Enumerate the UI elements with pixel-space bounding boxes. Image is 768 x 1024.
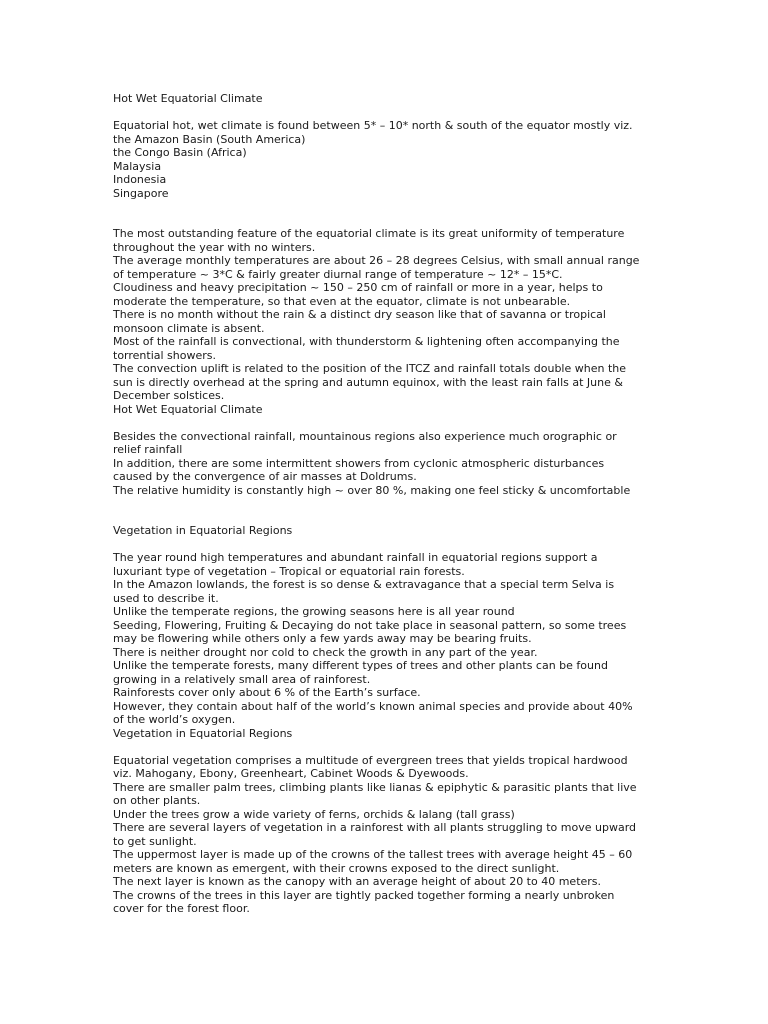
text-line: Seeding, Flowering, Fruiting & Decaying do not take place in seasonal pattern, so some trees <box>113 618 627 632</box>
text-line: monsoon climate is absent. <box>113 321 265 335</box>
text-line: There are several layers of vegetation in a rainforest with all plants struggling to move upward <box>113 821 636 834</box>
document-page <box>113 92 658 916</box>
text-line: December solstices. <box>113 389 225 402</box>
blank-line <box>113 740 658 754</box>
text-line: The uppermost layer is made up of the crowns of the tallest trees with average height 45 – 60 <box>113 848 633 861</box>
text-line: sun is directly overhead at the spring and autumn equinox, with the least rain falls at June & <box>113 375 623 389</box>
text-line: relief rainfall <box>113 443 183 456</box>
text-line: The crowns of the trees in this layer are tightly packed together forming a nearly unbroken <box>113 888 615 902</box>
text-line: on other plants. <box>113 794 201 807</box>
text-line: Most of the rainfall is convectional, with thunderstorm & lightening often accompanying the <box>113 335 620 348</box>
text-line: The most outstanding feature of the equatorial climate is its great uniformity of temperature <box>113 227 625 240</box>
text-line: In the Amazon lowlands, the forest is so dense & extravagance that a special term Selva is <box>113 578 615 591</box>
blank-line <box>113 200 658 214</box>
blank-line <box>113 497 658 511</box>
text-line: In addition, there are some intermittent showers from cyclonic atmospheric disturbances <box>113 456 605 470</box>
text-line: growing in a relatively small area of rainforest. <box>113 672 371 686</box>
text-line: The average monthly temperatures are about 26 – 28 degrees Celsius, with small annual range <box>113 254 640 267</box>
text-line: moderate the temperature, so that even at the equator, climate is not unbearable. <box>113 294 571 308</box>
text-line: Hot Wet Equatorial Climate <box>113 402 263 416</box>
text-line: Under the trees grow a wide variety of ferns, orchids & lalang (tall grass) <box>113 807 515 821</box>
text-line: of the world’s oxygen. <box>113 713 236 726</box>
blank-line <box>113 511 658 525</box>
blank-line <box>113 538 658 552</box>
text-line: The convection uplift is related to the position of the ITCZ and rainfall totals double when the <box>113 362 627 375</box>
text-line: Rainforests cover only about 6 % of the Earth’s surface. <box>113 686 421 699</box>
text-line: Besides the convectional rainfall, mountainous regions also experience much orographic or <box>113 429 617 443</box>
text-line: luxuriant type of vegetation – Tropical or equatorial rain forests. <box>113 564 465 578</box>
text-line: viz. Mahogany, Ebony, Greenheart, Cabinet Woods & Dyewoods. <box>113 767 469 780</box>
text-line: to get sunlight. <box>113 834 197 848</box>
blank-line <box>113 214 658 228</box>
text-line: Singapore <box>113 186 169 200</box>
text-line: throughout the year with no winters. <box>113 240 316 254</box>
text-line: There is no month without the rain & a distinct dry season like that of savanna or tropical <box>113 308 606 321</box>
text-line: However, they contain about half of the world’s known animal species and provide about 40% <box>113 699 633 713</box>
text-line: The relative humidity is constantly high ~ over 80 %, making one feel sticky & uncomfortable <box>113 483 631 497</box>
text-line: Equatorial vegetation comprises a multitude of evergreen trees that yields tropical hardwood <box>113 753 628 767</box>
text-line: Vegetation in Equatorial Regions <box>113 524 293 537</box>
text-line: Unlike the temperate regions, the growing seasons here is all year round <box>113 605 515 618</box>
text-line: may be flowering while others only a few yards away may be bearing fruits. <box>113 632 532 645</box>
text-line: Hot Wet Equatorial Climate <box>113 92 263 105</box>
text-line: The next layer is known as the canopy with an average height of about 20 to 40 meters. <box>113 875 602 888</box>
text-line: the Congo Basin (Africa) <box>113 146 247 159</box>
text-line: torrential showers. <box>113 348 217 362</box>
text-line: meters are known as emergent, with their crowns exposed to the direct sunlight. <box>113 861 560 875</box>
text-line: caused by the convergence of air masses at Doldrums. <box>113 470 417 483</box>
blank-line <box>113 106 658 120</box>
text-line: The year round high temperatures and abundant rainfall in equatorial regions support a <box>113 551 598 564</box>
text-line: There is neither drought nor cold to check the growth in any part of the year. <box>113 645 538 659</box>
text-line: Unlike the temperate forests, many different types of trees and other plants can be found <box>113 659 608 672</box>
text-line: the Amazon Basin (South America) <box>113 132 306 146</box>
text-line: cover for the forest floor. <box>113 902 250 915</box>
text-line: Indonesia <box>113 173 167 186</box>
text-line: Vegetation in Equatorial Regions <box>113 726 293 740</box>
text-line: Equatorial hot, wet climate is found between 5* – 10* north & south of the equator mostly viz. <box>113 119 633 132</box>
text-line: There are smaller palm trees, climbing plants like lianas & epiphytic & parasitic plants that live <box>113 780 637 794</box>
text-line: Malaysia <box>113 159 162 173</box>
text-line: used to describe it. <box>113 591 219 605</box>
text-line: of temperature ~ 3*C & fairly greater diurnal range of temperature ~ 12* – 15*C. <box>113 267 563 281</box>
blank-line <box>113 416 658 430</box>
text-line: Cloudiness and heavy precipitation ~ 150 – 250 cm of rainfall or more in a year, helps to <box>113 281 603 294</box>
